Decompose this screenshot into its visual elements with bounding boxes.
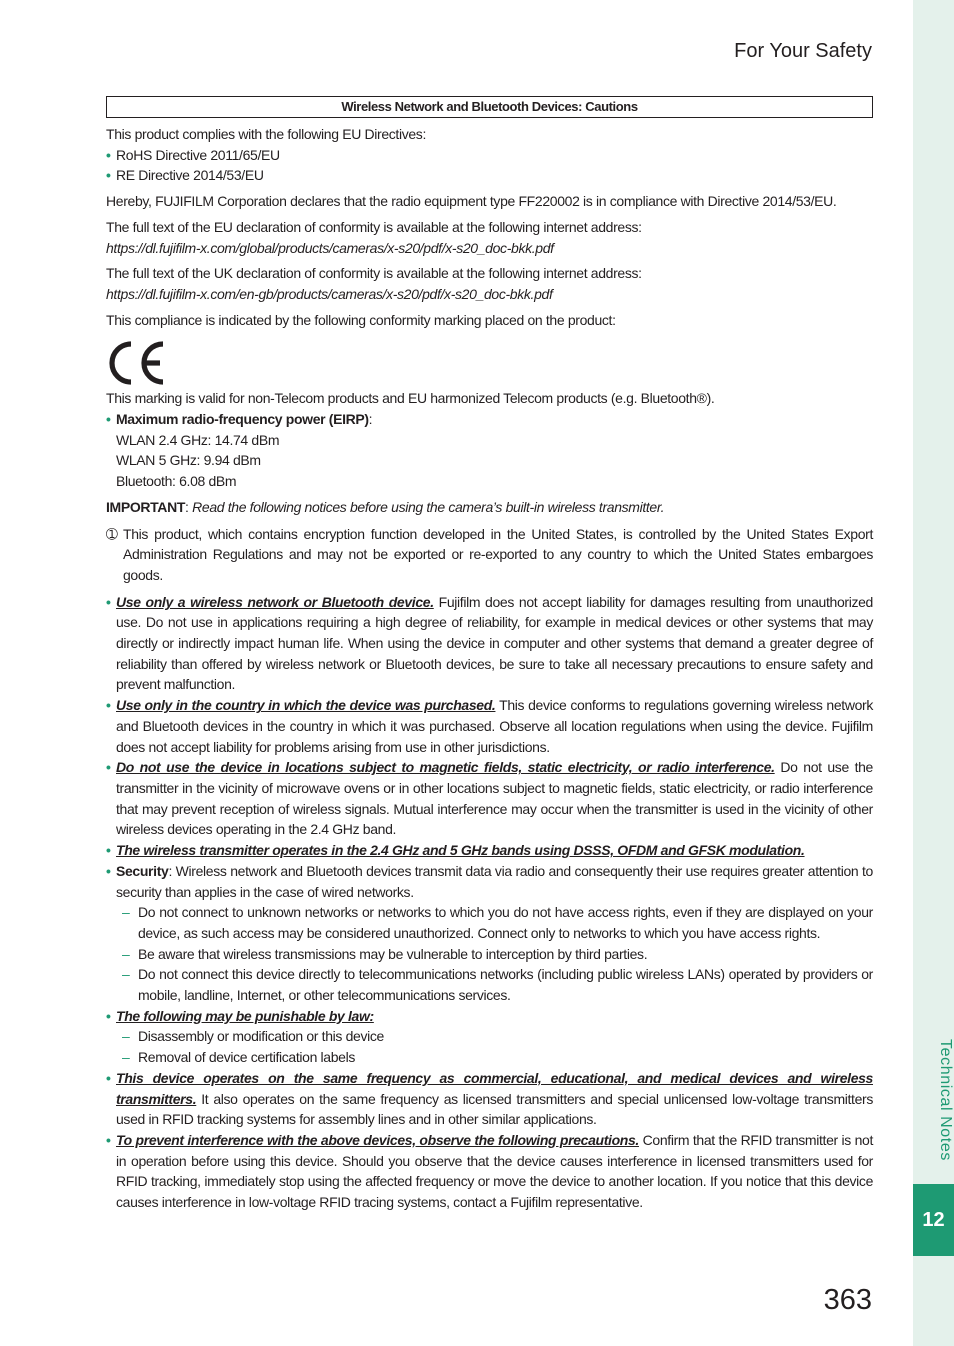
marking-text: This compliance is indicated by the following conformity marking placed on the product: [106,311,616,328]
bullet-lead: To prevent interference with the above devices, observe the following precautions. [116,1131,639,1148]
bullet-icon: • [106,1007,111,1024]
section-title: Wireless Network and Bluetooth Devices: Cautions [106,96,873,118]
directive-label: RoHS Directive 2011/65/EU [116,146,280,163]
declaration-text: Hereby, FUJIFILM Corporation declares that the radio equipment type FF220002 is in compliance with Directive 2014/53/EU. [106,193,837,210]
eu-declaration-text: The full text of the EU declaration of conformity is available at the following internet address: [106,218,642,235]
bullet-lead: Do not use the device in locations subject to magnetic fields, static electricity, or radio interference. [116,759,775,776]
important-label: IMPORTANT [106,498,186,515]
dash-text: Be aware that wireless transmissions may be vulnerable to interception by third parties. [138,945,648,962]
section-tab-label: Technical Notes [937,1039,954,1161]
validity-text: This marking is valid for non-Telecom products and EU harmonized Telecom products (e.g. Bluetooth®). [106,390,715,407]
security-text: : Wireless network and Bluetooth devices transmit data via radio and consequently their use requires greater attention to security than applies in the case of wired networks. [116,862,873,900]
dash-text: Do not connect to unknown networks or networks to which you do not have access rights, even if they are displayed on your device, as such access may be considered unauthorized. Connect only to networks to which you have access rights. [138,904,873,941]
bullet-icon: • [106,862,111,879]
list-item [106,1068,873,1130]
dash-icon: – [122,945,130,962]
directive-label: RE Directive 2014/53/EU [116,167,264,184]
ce-mark-icon [104,340,873,386]
uk-declaration-text: The full text of the UK declaration of conformity is available at the following internet address: [106,265,642,282]
chapter-tab[interactable]: 12 [913,1184,954,1256]
bullet-text: Confirm that the RFID transmitter is not in operation before using this device. Should you observe that the device causes interference in licensed transmitters used for RFID tracking, immediately stop using the affected frequency or move the device to another location. If you notice that this device causes interference in low-voltage RFID tracing systems, contact a Fujifilm representative. [116,1131,873,1211]
bullet-icon: • [106,1131,111,1148]
bullet-lead: The following may be punishable by law: [116,1007,374,1024]
dash-item [106,964,873,1005]
dash-item [106,1026,873,1047]
list-item [106,1006,873,1027]
bullet-icon: • [106,759,111,776]
bullet-icon: • [106,593,111,610]
bullet-text: It also operates on the same frequency as licensed transmitters and special unlicensed low-voltage transmitters used in RFID tracking systems for assembly lines and in other similar applications. [116,1090,873,1128]
page-content [106,96,873,1213]
note-text: This product, which contains encryption function developed in the United States, is controlled by the United States Export Administration Regulations and may not be exported or re-exported to any country to which the United States embargoes goods. [123,525,873,583]
power-value: Bluetooth: 6.08 dBm [116,473,237,490]
running-header: For Your Safety [734,40,872,62]
dash-icon: – [122,1028,130,1045]
list-item [106,1130,873,1213]
bullet-text: Do not use the transmitter in the vicinity of microwave ovens or in other locations subject to magnetic fields, static electricity, or radio interference that may prevent reception of wireless signals. Mutual interference may occur when the transmitter is used in the vicinity of other wireless devices operating in the 2.4 GHz band. [116,759,873,838]
bullet-icon: • [106,411,111,428]
dash-item [106,944,873,965]
dash-icon: – [122,1049,130,1066]
bullet-icon: • [106,167,111,184]
list-item [106,695,873,757]
list-item [106,592,873,696]
export-note [106,524,873,586]
dash-icon: – [122,966,130,983]
bullet-lead: The wireless transmitter operates in the 2.4 GHz and 5 GHz bands using DSSS, OFDM and GFSK modulation. [116,842,805,859]
power-value: WLAN 5 GHz: 9.94 dBm [116,452,261,469]
power-colon: : [368,411,373,428]
important-text: Read the following notices before using the camera’s built-in wireless transmitter. [192,498,665,515]
list-item [106,165,873,186]
dash-text: Do not connect this device directly to telecommunications networks (including public wireless LANs) operated by providers or mobile, landline, Internet, or other telecommunications services. [138,966,873,1004]
bullet-lead: Use only a wireless network or Bluetooth device. [116,593,434,610]
important-notice [106,497,873,518]
list-item [106,840,873,861]
power-value: WLAN 2.4 GHz: 14.74 dBm [116,431,280,448]
bullet-text: Fujifilm does not accept liability for damages resulting from unauthorized use. Do not use in applications requiring a high degree of reliability, for example in medical devices or other systems that may directly or indirectly impact human life. When using the device in computer and other systems that demand a greater degree of reliability than offered by wireless network or Bluetooth devices, be sure to take all necessary precautions to ensure safety and prevent malfunction. [116,593,873,693]
list-item [106,861,873,902]
bullet-icon: • [106,1069,111,1086]
list-item [106,757,873,840]
important-separator: : [185,498,193,515]
intro-text: This product complies with the following EU Directives: [106,126,426,142]
list-item [106,409,873,430]
caution-icon: ➀ [106,525,118,542]
bullet-lead: This device operates on the same frequency as commercial, educational, and medical devices and wireless transmitters. [116,1069,873,1107]
bullet-icon: • [106,842,111,859]
dash-text: Disassembly or modification or this device [138,1028,384,1045]
dash-item [106,1047,873,1068]
eu-declaration-link[interactable]: https://dl.fujifilm-x.com/global/products/cameras/x-s20/pdf/x-s20_doc-bkk.pdf [106,239,554,256]
bullet-icon: • [106,697,111,714]
page-number: 363 [823,1284,872,1316]
bullet-text: This device conforms to regulations governing wireless network and Bluetooth devices in the country in which it was purchased. Observe all location regulations when using the device. Fujifilm does not accept liability for problems arising from use in other jurisdictions. [116,697,874,755]
bullet-icon: • [106,146,111,163]
list-item [106,145,873,166]
dash-text: Removal of device certification labels [138,1049,356,1066]
dash-item [106,902,873,943]
uk-declaration-link[interactable]: https://dl.fujifilm-x.com/en-gb/products/cameras/x-s20/pdf/x-s20_doc-bkk.pdf [106,285,553,302]
dash-icon: – [122,904,130,921]
bullet-lead: Use only in the country in which the device was purchased. [116,697,496,714]
power-label: Maximum radio-frequency power (EIRP) [116,411,369,428]
security-label: Security [116,862,169,879]
